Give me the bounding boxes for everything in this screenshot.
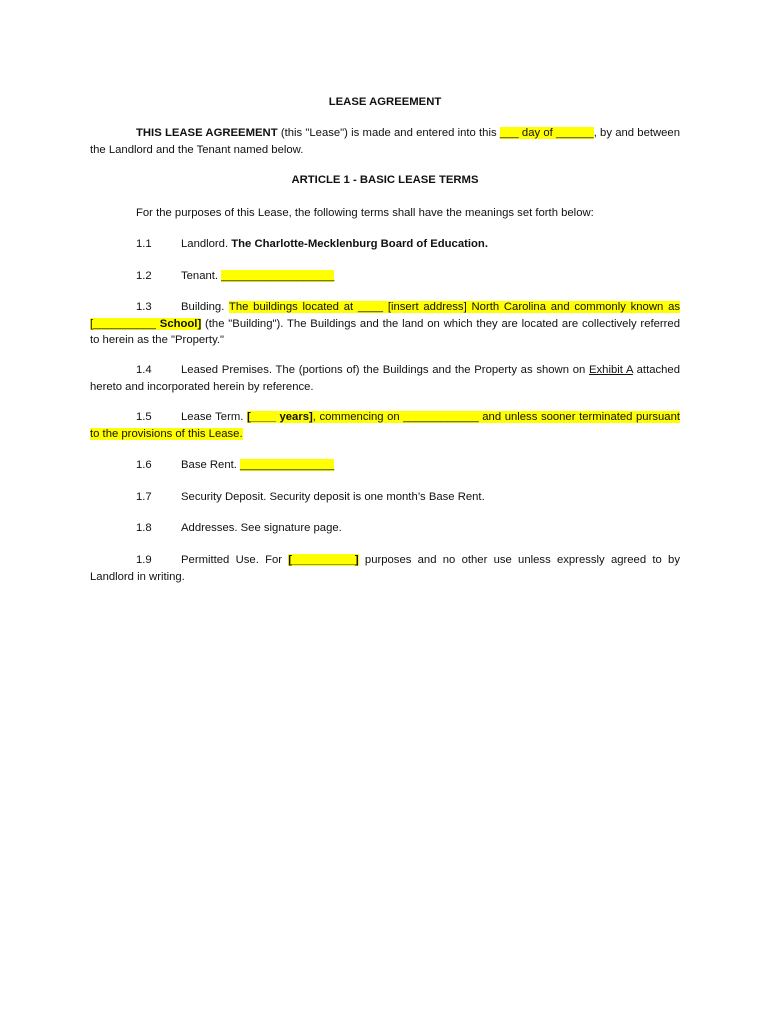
section-1-9 [90,552,680,585]
section-number: 1.8 [136,522,152,534]
section-1-6 [90,457,680,474]
section-1-2 [90,268,680,285]
building-rest: (the "Building"). The Buildings and the land on which they are located are collectively referred to herein as the "Property." [90,317,680,346]
permitted-use-text-2: purposes and no other use unless expressly agreed to by Landlord in writing. [90,554,680,583]
lease-term-years-blank: [____ years] [247,411,313,423]
section-number: 1.4 [136,364,152,376]
base-rent-label: Base Rent. [181,459,241,471]
intro-paragraph [90,125,680,158]
section-number: 1.7 [136,491,152,503]
base-rent-blank: _______________ [240,459,335,471]
intro-date-blank: ___ day of ______ [499,127,594,139]
exhibit-a-reference: Exhibit A [589,364,633,376]
section-number: 1.3 [136,301,152,313]
section-1-3 [90,299,680,349]
section-number: 1.1 [136,238,152,250]
section-number: 1.5 [136,411,152,423]
intro-text-2: , by and between the Landlord and the Tenant named below. [90,127,680,156]
premises-text-1: Leased Premises. The (portions of) the Buildings and the Property as shown on [181,364,589,376]
tenant-blank: __________________ [221,270,335,282]
building-school-blank: School] [159,317,202,330]
permitted-use-text-1: Permitted Use. For [181,554,289,566]
tenant-label: Tenant. [181,270,222,282]
article-1-heading: ARTICLE 1 - BASIC LEASE TERMS [291,174,479,186]
section-1-4 [90,362,680,395]
lease-term-label: Lease Term. [181,411,247,423]
section-number: 1.6 [136,459,152,471]
intro-text-1: (this "Lease") is made and entered into this [277,127,500,139]
security-deposit-text: Security Deposit. Security deposit is one month’s Base Rent. [181,491,485,503]
purposes-paragraph [90,205,680,222]
section-1-1 [90,236,680,253]
permitted-use-blank: [__________] [288,554,359,566]
section-number: 1.9 [136,554,152,566]
document-title: LEASE AGREEMENT [328,96,442,108]
addresses-text: Addresses. See signature page. [181,522,342,534]
lease-term-rest: , commencing on ____________ and unless sooner terminated pursuant to the provisions of this Lease. [90,411,680,440]
purposes-text: For the purposes of this Lease, the following terms shall have the meanings set forth below: [136,207,594,219]
section-1-7 [90,489,680,506]
intro-lead: THIS LEASE AGREEMENT [136,127,278,139]
premises-text-2: attached hereto and incorporated herein by reference. [90,364,680,393]
building-label: Building. [181,301,229,313]
section-1-5 [90,409,680,442]
building-highlight: The buildings located at ____ [insert address] North Carolina and commonly known as [__________ [90,301,680,330]
section-1-8 [90,520,680,537]
section-number: 1.2 [136,270,152,282]
landlord-value: The Charlotte-Mecklenburg Board of Education. [231,238,488,250]
landlord-label: Landlord. [181,238,232,250]
